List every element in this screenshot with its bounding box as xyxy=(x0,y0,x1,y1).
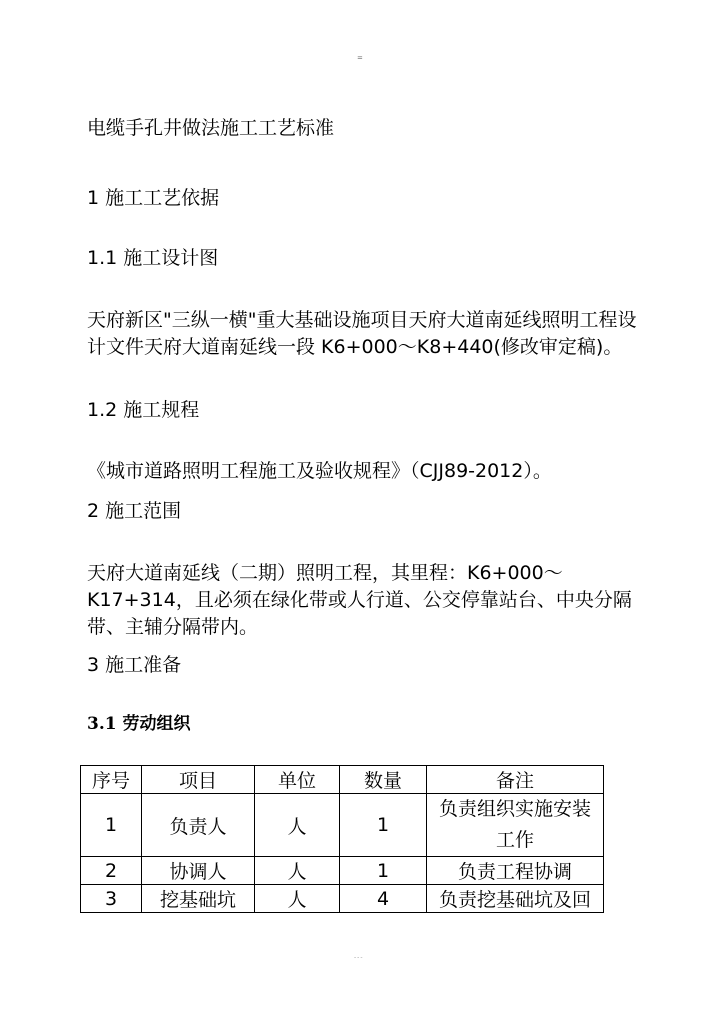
table-row xyxy=(81,794,604,857)
header-cell-item: 项目 xyxy=(142,766,255,794)
section-3-heading: 3 施工准备 xyxy=(87,654,182,676)
table-header-row xyxy=(81,766,604,794)
header-mark: = xyxy=(357,54,363,62)
cell-qty: 4 xyxy=(340,885,427,913)
cell-unit: 人 xyxy=(255,794,340,857)
cell-qty: 1 xyxy=(340,794,427,857)
footer-mark: --- xyxy=(354,954,364,961)
cell-no: 1 xyxy=(81,794,142,857)
section-2-body: 天府大道南延线（二期）照明工程，其里程：K6+000～K17+314，且必须在绿化带或人行道、公交停靠站台、中央分隔带、主辅分隔带内。 xyxy=(87,562,632,638)
header-cell-qty: 数量 xyxy=(340,766,427,794)
cell-item: 协调人 xyxy=(142,857,255,885)
cell-no: 3 xyxy=(81,885,142,913)
cell-remark: 负责挖基础坑及回 xyxy=(427,885,604,913)
section-1-heading: 1 施工工艺依据 xyxy=(87,187,220,209)
section-1-1-body: 天府新区"三纵一横"重大基础设施项目天府大道南延线照明工程设计文件天府大道南延线一段 K6+000～K8+440(修改审定稿)。 xyxy=(87,309,637,358)
section-3-1-heading: 3.1 劳动组织 xyxy=(87,714,191,734)
cell-qty: 1 xyxy=(340,857,427,885)
section-1-1-heading: 1.1 施工设计图 xyxy=(87,247,219,269)
cell-unit: 人 xyxy=(255,885,340,913)
section-1-2-body: 《城市道路照明工程施工及验收规程》（CJJ89-2012）。 xyxy=(87,460,552,482)
cell-item: 挖基础坑 xyxy=(142,885,255,913)
section-1-2-heading: 1.2 施工规程 xyxy=(87,399,200,421)
section-2-heading: 2 施工范围 xyxy=(87,500,182,522)
header-cell-unit: 单位 xyxy=(255,766,340,794)
cell-unit: 人 xyxy=(255,857,340,885)
cell-no: 2 xyxy=(81,857,142,885)
document-title: 电缆手孔井做法施工工艺标准 xyxy=(87,117,335,139)
cell-item: 负责人 xyxy=(142,794,255,857)
cell-remark: 负责组织实施安装工作 xyxy=(427,794,604,857)
header-cell-remark: 备注 xyxy=(427,766,604,794)
labor-organization-table xyxy=(80,765,604,913)
table-row xyxy=(81,857,604,885)
table-row xyxy=(81,885,604,913)
header-cell-no: 序号 xyxy=(81,766,142,794)
cell-remark: 负责工程协调 xyxy=(427,857,604,885)
